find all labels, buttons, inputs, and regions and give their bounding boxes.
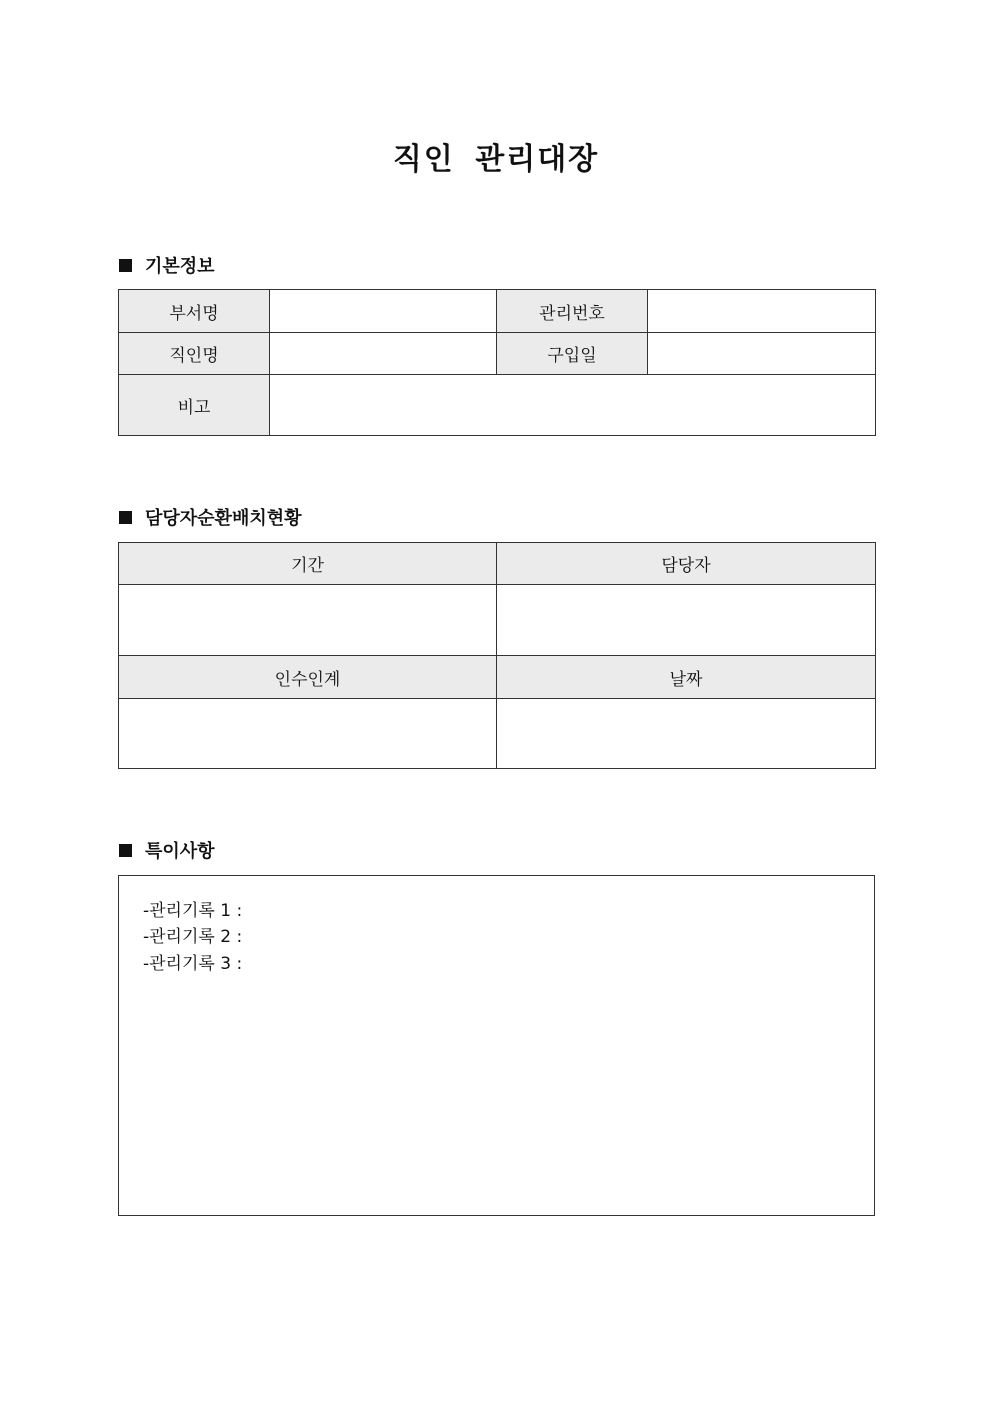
square-bullet-icon [119, 844, 132, 857]
section-heading-label: 담당자순환배치현황 [145, 508, 302, 529]
table-row [119, 656, 876, 699]
management-record-line: -관리기록 1 : [143, 901, 243, 921]
page-title: 직인 관리대장 [392, 142, 600, 177]
value-person-in-charge[interactable] [497, 585, 876, 656]
table-row [119, 290, 876, 333]
table-row [119, 375, 876, 436]
label-purchase-date: 구입일 [497, 333, 648, 375]
rotation-table [118, 542, 876, 769]
label-department: 부서명 [119, 290, 270, 333]
label-remark: 비고 [119, 375, 270, 436]
value-date[interactable] [497, 699, 876, 769]
value-remark[interactable] [270, 375, 876, 436]
section-heading-label: 기본정보 [145, 256, 215, 277]
notes-box[interactable] [118, 875, 875, 1216]
section-heading-basic [119, 252, 215, 278]
value-seal-name[interactable] [270, 333, 497, 375]
header-handover: 인수인계 [119, 656, 497, 699]
basic-info-table [118, 289, 876, 436]
table-row [119, 585, 876, 656]
management-record-line: -관리기록 3 : [143, 954, 243, 974]
header-person-in-charge: 담당자 [497, 543, 876, 585]
value-period[interactable] [119, 585, 497, 656]
value-management-number[interactable] [648, 290, 876, 333]
header-period: 기간 [119, 543, 497, 585]
table-row [119, 543, 876, 585]
value-handover[interactable] [119, 699, 497, 769]
table-row [119, 699, 876, 769]
value-purchase-date[interactable] [648, 333, 876, 375]
square-bullet-icon [119, 259, 132, 272]
label-seal-name: 직인명 [119, 333, 270, 375]
square-bullet-icon [119, 511, 132, 524]
table-row [119, 333, 876, 375]
management-record-line: -관리기록 2 : [143, 927, 243, 947]
label-management-number: 관리번호 [497, 290, 648, 333]
section-heading-rotation [119, 504, 302, 530]
value-department[interactable] [270, 290, 497, 333]
header-date: 날짜 [497, 656, 876, 699]
section-heading-notes [119, 837, 215, 863]
section-heading-label: 특이사항 [145, 841, 215, 862]
